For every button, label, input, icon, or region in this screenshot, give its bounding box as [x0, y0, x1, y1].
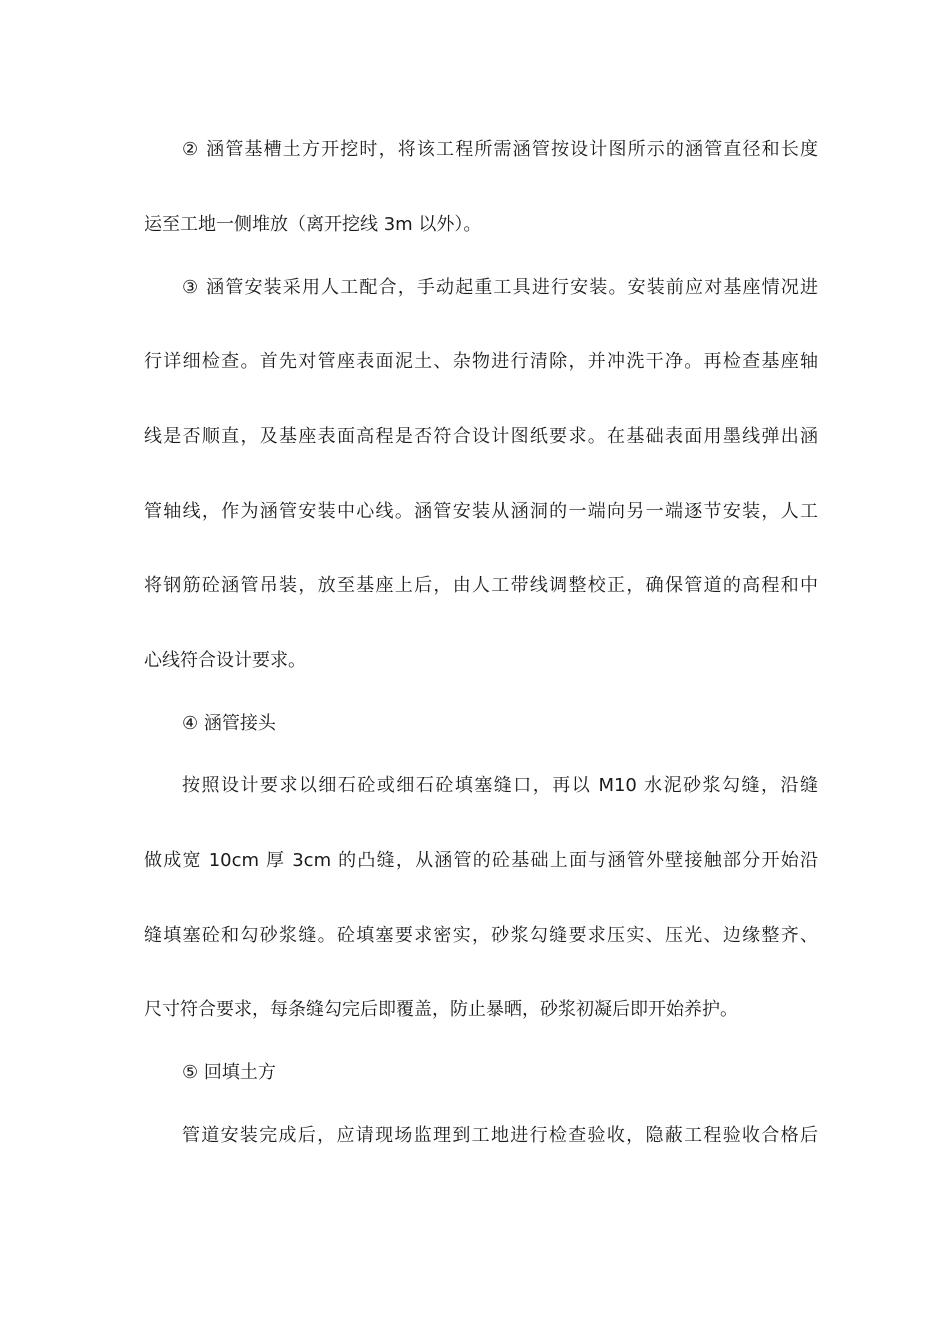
paragraph-line: 管道安装完成后，应请现场监理到工地进行检查验收，隐蔽工程验收合格后	[182, 1125, 818, 1146]
paragraph-line: 做成宽 10cm 厚 3cm 的凸缝，从涵管的砼基础上面与涵管外壁接触部分开始沿	[144, 850, 818, 871]
paragraph-line: 线是否顺直，及基座表面高程是否符合设计图纸要求。在基础表面用墨线弹出涵	[144, 426, 818, 447]
paragraph-line: 心线符合设计要求。	[144, 650, 306, 671]
paragraph-line: 缝填塞砼和勾砂浆缝。砼填塞要求密实，砂浆勾缝要求压实、压光、边缘整齐、	[144, 925, 818, 946]
paragraph-line: 运至工地一侧堆放（离开挖线 3m 以外）。	[144, 214, 482, 235]
section-heading: ⑤ 回填土方	[182, 1062, 276, 1083]
paragraph-line: 尺寸符合要求，每条缝勾完后即覆盖，防止暴晒，砂浆初凝后即开始养护。	[144, 999, 738, 1020]
paragraph-line: ② 涵管基槽土方开挖时，将该工程所需涵管按设计图所示的涵管直径和长度	[182, 139, 818, 160]
paragraph-line: 行详细检查。首先对管座表面泥土、杂物进行清除，并冲洗干净。再检查基座轴	[144, 351, 818, 372]
paragraph-line: 管轴线，作为涵管安装中心线。涵管安装从涵洞的一端向另一端逐节安装，人工	[144, 501, 818, 522]
paragraph-line: ③ 涵管安装采用人工配合，手动起重工具进行安装。安装前应对基座情况进	[182, 277, 818, 298]
paragraph-line: 按照设计要求以细石砼或细石砼填塞缝口，再以 M10 水泥砂浆勾缝，沿缝	[182, 775, 818, 796]
paragraph-line: 将钢筋砼涵管吊装，放至基座上后，由人工带线调整校正，确保管道的高程和中	[144, 575, 818, 596]
section-heading: ④ 涵管接头	[182, 713, 276, 734]
